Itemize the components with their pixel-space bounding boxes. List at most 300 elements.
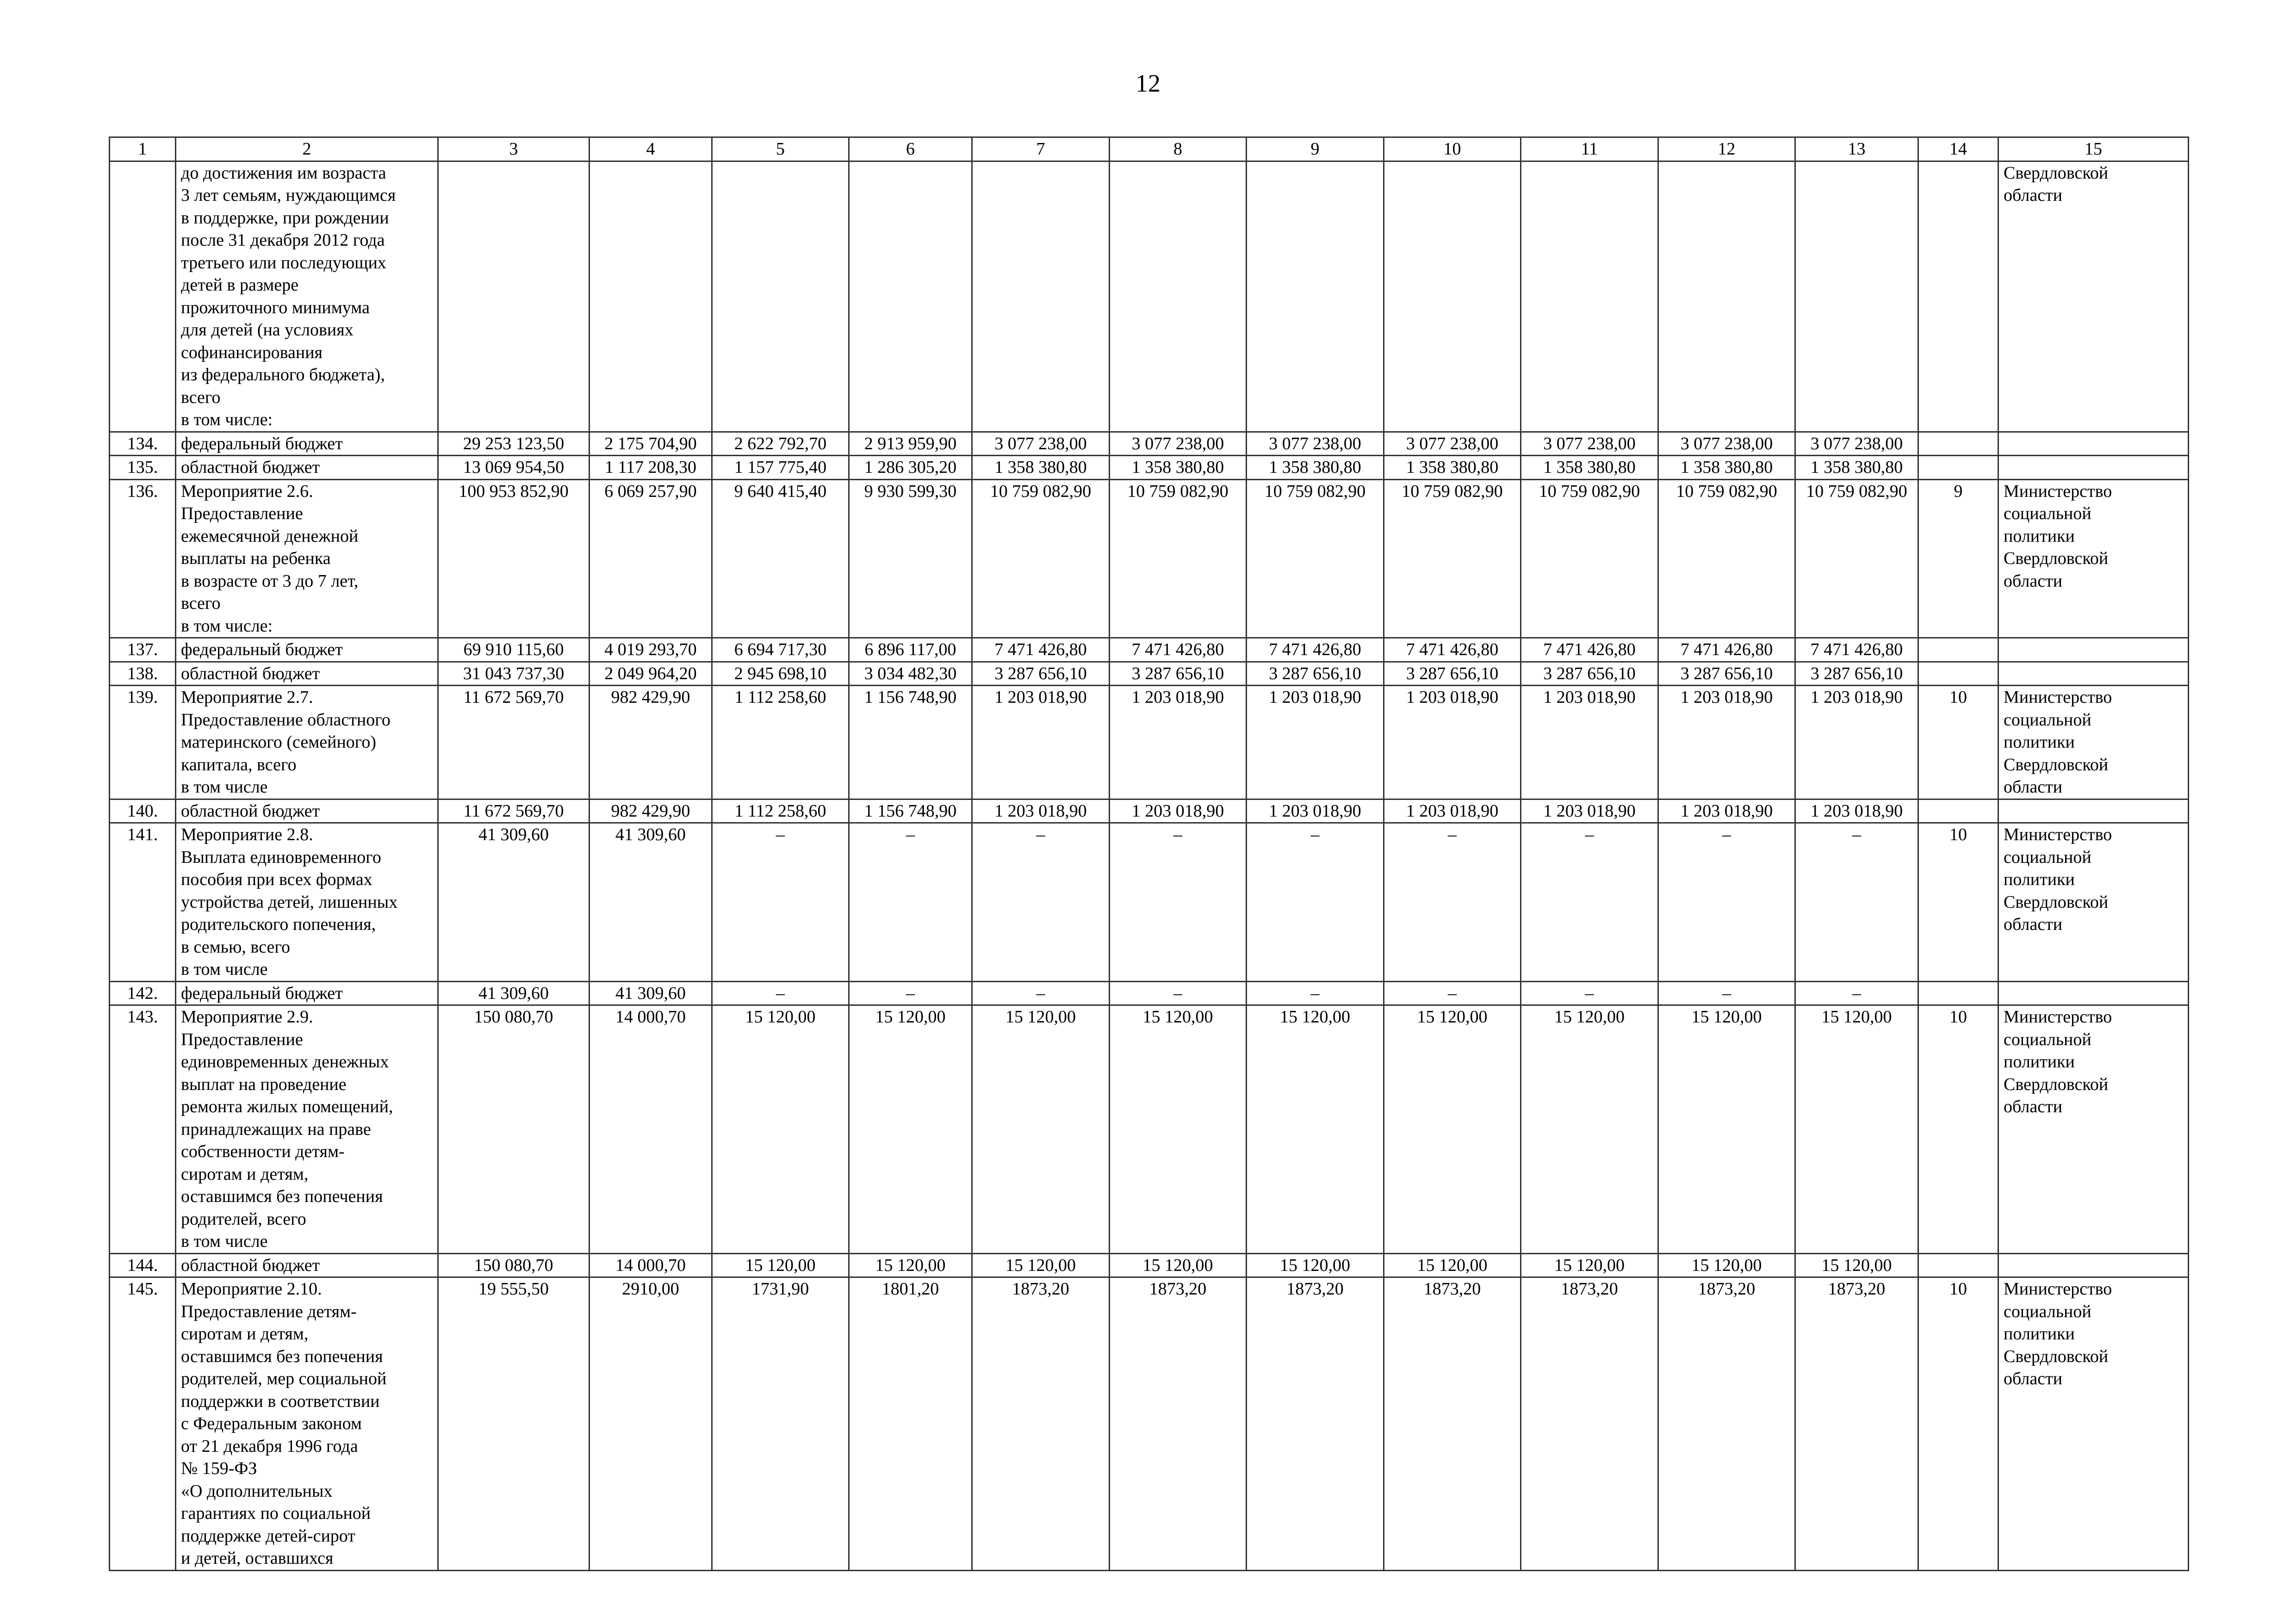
cell-line: Свердловской [2004, 1346, 2109, 1366]
value-cell: – [1247, 981, 1384, 1005]
value-cell: 15 120,00 [1247, 1005, 1384, 1254]
row-description [176, 456, 438, 480]
table-row [110, 456, 2189, 480]
cell-line: социальной [2004, 847, 2091, 867]
cell-line: Мероприятие 2.8. [181, 825, 313, 844]
value-cell [1247, 161, 1384, 432]
value-cell: – [712, 823, 849, 982]
header-cell-4: 4 [590, 137, 712, 161]
cell-line: федеральный бюджет [181, 640, 343, 659]
cell-line: Мероприятие 2.7. [181, 688, 313, 707]
header-cell-7: 7 [972, 137, 1110, 161]
row-description [176, 1253, 438, 1277]
cell-line: политики [2004, 1324, 2075, 1344]
value-cell: 3 287 656,10 [972, 662, 1110, 686]
header-cell-15: 15 [1998, 137, 2189, 161]
value-cell: 15 120,00 [1247, 1253, 1384, 1277]
cell-line: областной бюджет [181, 1255, 320, 1275]
header-cell-11: 11 [1521, 137, 1658, 161]
value-cell: – [712, 981, 849, 1005]
value-cell: 15 120,00 [1521, 1253, 1658, 1277]
table-body [110, 137, 2189, 1571]
row-number: 141. [110, 823, 176, 982]
value-cell: – [1521, 981, 1658, 1005]
cell-line: всего [181, 387, 221, 407]
value-cell: 7 471 426,80 [1521, 638, 1658, 662]
responsible-executor [1998, 161, 2189, 432]
value-cell: 982 429,90 [590, 799, 712, 823]
cell-line: Мероприятие 2.6. [181, 481, 313, 501]
value-cell: 6 069 257,90 [590, 479, 712, 638]
value-cell [972, 161, 1110, 432]
table-row [110, 161, 2189, 432]
cell-line: и детей, оставшихся [181, 1549, 334, 1568]
value-cell: 41 309,60 [590, 823, 712, 982]
cell-line: области [2004, 915, 2063, 934]
table-row [110, 479, 2189, 638]
table-row [110, 686, 2189, 799]
value-cell: 11 672 569,70 [438, 799, 590, 823]
value-cell: 4 019 293,70 [590, 638, 712, 662]
responsible-executor [1998, 479, 2189, 638]
value-cell: 2 175 704,90 [590, 432, 712, 456]
value-cell: 2910,00 [590, 1277, 712, 1571]
cell-line: областной бюджет [181, 458, 320, 477]
value-cell: 150 080,70 [438, 1005, 590, 1254]
header-cell-5: 5 [712, 137, 849, 161]
cell-line: оставшимся без попечения [181, 1187, 383, 1206]
value-cell: 15 120,00 [712, 1005, 849, 1254]
cell-line: поддержки в соответствии [181, 1391, 380, 1411]
value-cell [1795, 161, 1918, 432]
target-indicator: 10 [1918, 1277, 1998, 1571]
budget-table [109, 136, 2189, 1571]
target-indicator: 10 [1918, 823, 1998, 982]
value-cell: 10 759 082,90 [1110, 479, 1247, 638]
cell-line: Предоставление областного [181, 710, 391, 730]
value-cell: 10 759 082,90 [1521, 479, 1658, 638]
value-cell: 9 930 599,30 [849, 479, 972, 638]
value-cell: 7 471 426,80 [1110, 638, 1247, 662]
cell-line: детей в размере [181, 275, 299, 295]
value-cell: 15 120,00 [1795, 1253, 1918, 1277]
cell-line: Свердловской [2004, 755, 2109, 774]
value-cell: 3 287 656,10 [1110, 662, 1247, 686]
row-description [176, 662, 438, 686]
row-description [176, 479, 438, 638]
value-cell: 3 077 238,00 [1247, 432, 1384, 456]
value-cell: 1 203 018,90 [1795, 799, 1918, 823]
cell-line: поддержке детей-сирот [181, 1526, 355, 1546]
value-cell: 1 203 018,90 [1247, 686, 1384, 799]
value-cell: 1873,20 [1658, 1277, 1795, 1571]
value-cell: 15 120,00 [1795, 1005, 1918, 1254]
cell-line: пособия при всех формах [181, 870, 372, 889]
row-number: 145. [110, 1277, 176, 1571]
value-cell: 1 358 380,80 [1658, 456, 1795, 480]
row-number: 137. [110, 638, 176, 662]
cell-line: всего [181, 594, 221, 613]
cell-line: областной бюджет [181, 663, 320, 683]
row-number: 144. [110, 1253, 176, 1277]
value-cell: 1 358 380,80 [1521, 456, 1658, 480]
value-cell: 150 080,70 [438, 1253, 590, 1277]
header-cell-6: 6 [849, 137, 972, 161]
value-cell: 1 157 775,40 [712, 456, 849, 480]
value-cell: 14 000,70 [590, 1005, 712, 1254]
value-cell: 15 120,00 [1110, 1005, 1247, 1254]
cell-line: области [2004, 571, 2063, 591]
value-cell [590, 161, 712, 432]
cell-line: Свердловской [2004, 549, 2109, 568]
table-row [110, 638, 2189, 662]
value-cell: – [1795, 981, 1918, 1005]
value-cell: 10 759 082,90 [1384, 479, 1521, 638]
cell-line: в том числе: [181, 410, 273, 429]
cell-line: № 159-ФЗ [181, 1459, 257, 1478]
cell-line: области [2004, 1097, 2063, 1116]
target-indicator [1918, 432, 1998, 456]
cell-line: Предоставление детям- [181, 1301, 357, 1321]
cell-line: Министерство [2004, 481, 2112, 501]
cell-line: Свердловской [2004, 892, 2109, 912]
value-cell: 1 203 018,90 [1795, 686, 1918, 799]
header-cell-13: 13 [1795, 137, 1918, 161]
cell-line: Министерство [2004, 825, 2112, 844]
responsible-executor [1998, 981, 2189, 1005]
table-row [110, 823, 2189, 982]
cell-line: для детей (на условиях [181, 320, 354, 340]
cell-line: федеральный бюджет [181, 434, 343, 453]
row-number [110, 161, 176, 432]
value-cell: 15 120,00 [972, 1253, 1110, 1277]
value-cell: – [1110, 981, 1247, 1005]
responsible-executor [1998, 1277, 2189, 1571]
cell-line: в том числе [181, 1232, 268, 1251]
cell-line: Мероприятие 2.10. [181, 1279, 322, 1299]
value-cell: 9 640 415,40 [712, 479, 849, 638]
cell-line: родителей, мер социальной [181, 1369, 387, 1388]
value-cell: 7 471 426,80 [1795, 638, 1918, 662]
value-cell: 1873,20 [1247, 1277, 1384, 1571]
cell-line: от 21 декабря 1996 года [181, 1436, 358, 1456]
cell-line: с Федеральным законом [181, 1414, 362, 1433]
value-cell: 1 358 380,80 [1795, 456, 1918, 480]
value-cell: 1 156 748,90 [849, 686, 972, 799]
value-cell: 1 112 258,60 [712, 799, 849, 823]
value-cell: 15 120,00 [849, 1005, 972, 1254]
value-cell: 3 287 656,10 [1795, 662, 1918, 686]
value-cell: 1 203 018,90 [1658, 686, 1795, 799]
value-cell: 15 120,00 [1384, 1253, 1521, 1277]
value-cell: 1 358 380,80 [1384, 456, 1521, 480]
cell-line: принадлежащих на праве [181, 1119, 371, 1139]
target-indicator [1918, 799, 1998, 823]
cell-line: родителей, всего [181, 1209, 306, 1229]
table-row [110, 981, 2189, 1005]
value-cell: 31 043 737,30 [438, 662, 590, 686]
table-row [110, 662, 2189, 686]
page-number: 12 [1136, 69, 1160, 97]
responsible-executor [1998, 1005, 2189, 1254]
value-cell: 6 694 717,30 [712, 638, 849, 662]
value-cell: 1 203 018,90 [1384, 799, 1521, 823]
cell-line: политики [2004, 870, 2075, 889]
value-cell: – [1247, 823, 1384, 982]
value-cell: 2 622 792,70 [712, 432, 849, 456]
cell-line: Свердловской [2004, 1074, 2109, 1094]
value-cell: 11 672 569,70 [438, 686, 590, 799]
value-cell: 3 077 238,00 [1384, 432, 1521, 456]
responsible-executor [1998, 638, 2189, 662]
value-cell: 2 945 698,10 [712, 662, 849, 686]
value-cell: 1 358 380,80 [1110, 456, 1247, 480]
cell-line: области [2004, 777, 2063, 797]
value-cell: 1 358 380,80 [972, 456, 1110, 480]
responsible-executor [1998, 686, 2189, 799]
value-cell: 2 913 959,90 [849, 432, 972, 456]
cell-line: Выплата единовременного [181, 847, 381, 867]
value-cell: 1873,20 [1384, 1277, 1521, 1571]
cell-line: в семью, всего [181, 937, 290, 957]
value-cell: 1873,20 [1110, 1277, 1247, 1571]
cell-line: 3 лет семьям, нуждающимся [181, 186, 396, 205]
value-cell: 1873,20 [972, 1277, 1110, 1571]
value-cell: 15 120,00 [1384, 1005, 1521, 1254]
value-cell [1658, 161, 1795, 432]
cell-line: выплаты на ребенка [181, 549, 331, 568]
value-cell: 7 471 426,80 [1384, 638, 1521, 662]
cell-line: капитала, всего [181, 755, 297, 774]
value-cell: 7 471 426,80 [1658, 638, 1795, 662]
header-cell-1: 1 [110, 137, 176, 161]
value-cell [1384, 161, 1521, 432]
value-cell: – [1658, 823, 1795, 982]
value-cell: 3 287 656,10 [1384, 662, 1521, 686]
value-cell: 15 120,00 [1110, 1253, 1247, 1277]
cell-line: сиротам и детям, [181, 1324, 309, 1344]
row-number: 142. [110, 981, 176, 1005]
value-cell: – [1521, 823, 1658, 982]
value-cell: – [972, 981, 1110, 1005]
target-indicator: 10 [1918, 686, 1998, 799]
cell-line: ремонта жилых помещений, [181, 1097, 393, 1116]
cell-line: софинансирования [181, 342, 323, 362]
value-cell: 1731,90 [712, 1277, 849, 1571]
table-row [110, 1005, 2189, 1254]
cell-line: Предоставление [181, 1029, 303, 1049]
cell-line: единовременных денежных [181, 1052, 389, 1072]
header-cell-14: 14 [1918, 137, 1998, 161]
responsible-executor [1998, 1253, 2189, 1277]
value-cell: 15 120,00 [1658, 1253, 1795, 1277]
cell-line: материнского (семейного) [181, 732, 377, 752]
value-cell: – [972, 823, 1110, 982]
cell-line: политики [2004, 526, 2075, 546]
value-cell: 15 120,00 [972, 1005, 1110, 1254]
row-description [176, 981, 438, 1005]
cell-line: ежемесячной денежной [181, 526, 359, 546]
target-indicator [1918, 1253, 1998, 1277]
value-cell: 41 309,60 [438, 823, 590, 982]
value-cell: – [849, 823, 972, 982]
cell-line: области [2004, 186, 2063, 205]
target-indicator [1918, 161, 1998, 432]
responsible-executor [1998, 432, 2189, 456]
cell-line: Министерство [2004, 1279, 2112, 1299]
table-header-row [110, 137, 2189, 161]
value-cell: 7 471 426,80 [1247, 638, 1384, 662]
value-cell: 15 120,00 [1521, 1005, 1658, 1254]
cell-line: социальной [2004, 1301, 2091, 1321]
table-row [110, 1253, 2189, 1277]
value-cell: 3 077 238,00 [1521, 432, 1658, 456]
cell-line: после 31 декабря 2012 года [181, 230, 385, 250]
value-cell: 982 429,90 [590, 686, 712, 799]
responsible-executor [1998, 662, 2189, 686]
value-cell: 10 759 082,90 [972, 479, 1110, 638]
value-cell: 1 203 018,90 [972, 799, 1110, 823]
value-cell: 7 471 426,80 [972, 638, 1110, 662]
cell-line: родительского попечения, [181, 915, 376, 934]
value-cell: 10 759 082,90 [1247, 479, 1384, 638]
value-cell: – [1384, 823, 1521, 982]
row-number: 140. [110, 799, 176, 823]
value-cell: 1 203 018,90 [1247, 799, 1384, 823]
row-description [176, 1277, 438, 1571]
cell-line: в том числе: [181, 616, 273, 636]
cell-line: в поддержке, при рождении [181, 208, 389, 228]
cell-line: социальной [2004, 504, 2091, 523]
target-indicator [1918, 662, 1998, 686]
cell-line: Министерство [2004, 1007, 2112, 1027]
value-cell: 1 286 305,20 [849, 456, 972, 480]
header-cell-2: 2 [176, 137, 438, 161]
row-description [176, 799, 438, 823]
cell-line: оставшимся без попечения [181, 1346, 383, 1366]
cell-line: Предоставление [181, 504, 303, 523]
value-cell: – [1384, 981, 1521, 1005]
value-cell: 1 203 018,90 [1521, 686, 1658, 799]
target-indicator [1918, 638, 1998, 662]
value-cell: 1801,20 [849, 1277, 972, 1571]
cell-line: федеральный бюджет [181, 983, 343, 1003]
row-description [176, 1005, 438, 1254]
value-cell: 15 120,00 [712, 1253, 849, 1277]
cell-line: прожиточного минимума [181, 297, 370, 317]
value-cell: 1 203 018,90 [1521, 799, 1658, 823]
value-cell: 100 953 852,90 [438, 479, 590, 638]
cell-line: Мероприятие 2.9. [181, 1007, 313, 1027]
value-cell [1521, 161, 1658, 432]
value-cell: 3 077 238,00 [1658, 432, 1795, 456]
value-cell: 15 120,00 [1658, 1005, 1795, 1254]
row-description [176, 161, 438, 432]
header-cell-8: 8 [1110, 137, 1247, 161]
value-cell: – [849, 981, 972, 1005]
row-number: 134. [110, 432, 176, 456]
responsible-executor [1998, 823, 2189, 982]
table-row [110, 1277, 2189, 1571]
value-cell: 1 117 208,30 [590, 456, 712, 480]
cell-line: сиротам и детям, [181, 1164, 309, 1184]
header-cell-12: 12 [1658, 137, 1795, 161]
cell-line: в том числе [181, 777, 268, 797]
value-cell: 10 759 082,90 [1795, 479, 1918, 638]
value-cell: 14 000,70 [590, 1253, 712, 1277]
cell-line: из федерального бюджета), [181, 365, 385, 384]
cell-line: выплат на проведение [181, 1074, 347, 1094]
cell-line: в том числе [181, 960, 268, 979]
cell-line: до достижения им возраста [181, 163, 386, 183]
value-cell: 1873,20 [1795, 1277, 1918, 1571]
header-cell-3: 3 [438, 137, 590, 161]
value-cell: – [1658, 981, 1795, 1005]
value-cell: 3 077 238,00 [1110, 432, 1247, 456]
cell-line: социальной [2004, 1029, 2091, 1049]
target-indicator [1918, 981, 1998, 1005]
cell-line: устройства детей, лишенных [181, 892, 398, 912]
value-cell [1110, 161, 1247, 432]
responsible-executor [1998, 456, 2189, 480]
header-cell-10: 10 [1384, 137, 1521, 161]
value-cell: 1873,20 [1521, 1277, 1658, 1571]
value-cell: 1 203 018,90 [1110, 686, 1247, 799]
value-cell: 6 896 117,00 [849, 638, 972, 662]
value-cell: 10 759 082,90 [1658, 479, 1795, 638]
cell-line: Министерство [2004, 688, 2112, 707]
value-cell: 41 309,60 [590, 981, 712, 1005]
value-cell: 19 555,50 [438, 1277, 590, 1571]
row-description [176, 638, 438, 662]
value-cell: – [1795, 823, 1918, 982]
value-cell: 3 077 238,00 [1795, 432, 1918, 456]
table-row [110, 432, 2189, 456]
value-cell: 1 203 018,90 [972, 686, 1110, 799]
cell-line: третьего или последующих [181, 253, 386, 273]
row-description [176, 823, 438, 982]
value-cell: 69 910 115,60 [438, 638, 590, 662]
value-cell: 1 358 380,80 [1247, 456, 1384, 480]
cell-line: «О дополнительных [181, 1481, 333, 1501]
value-cell: 1 203 018,90 [1110, 799, 1247, 823]
value-cell: 13 069 954,50 [438, 456, 590, 480]
target-indicator: 9 [1918, 479, 1998, 638]
cell-line: социальной [2004, 710, 2091, 730]
table-row [110, 799, 2189, 823]
header-cell-9: 9 [1247, 137, 1384, 161]
row-number: 143. [110, 1005, 176, 1254]
row-description [176, 686, 438, 799]
value-cell: 1 156 748,90 [849, 799, 972, 823]
value-cell: 3 034 482,30 [849, 662, 972, 686]
value-cell [849, 161, 972, 432]
value-cell: 3 287 656,10 [1521, 662, 1658, 686]
value-cell [712, 161, 849, 432]
cell-line: гарантиях по социальной [181, 1504, 371, 1523]
value-cell: 29 253 123,50 [438, 432, 590, 456]
row-number: 135. [110, 456, 176, 480]
cell-line: Свердловской [2004, 163, 2109, 183]
value-cell [438, 161, 590, 432]
cell-line: политики [2004, 732, 2075, 752]
row-number: 136. [110, 479, 176, 638]
responsible-executor [1998, 799, 2189, 823]
value-cell: 41 309,60 [438, 981, 590, 1005]
value-cell: 3 287 656,10 [1658, 662, 1795, 686]
cell-line: собственности детям- [181, 1142, 345, 1161]
value-cell: 1 203 018,90 [1384, 686, 1521, 799]
